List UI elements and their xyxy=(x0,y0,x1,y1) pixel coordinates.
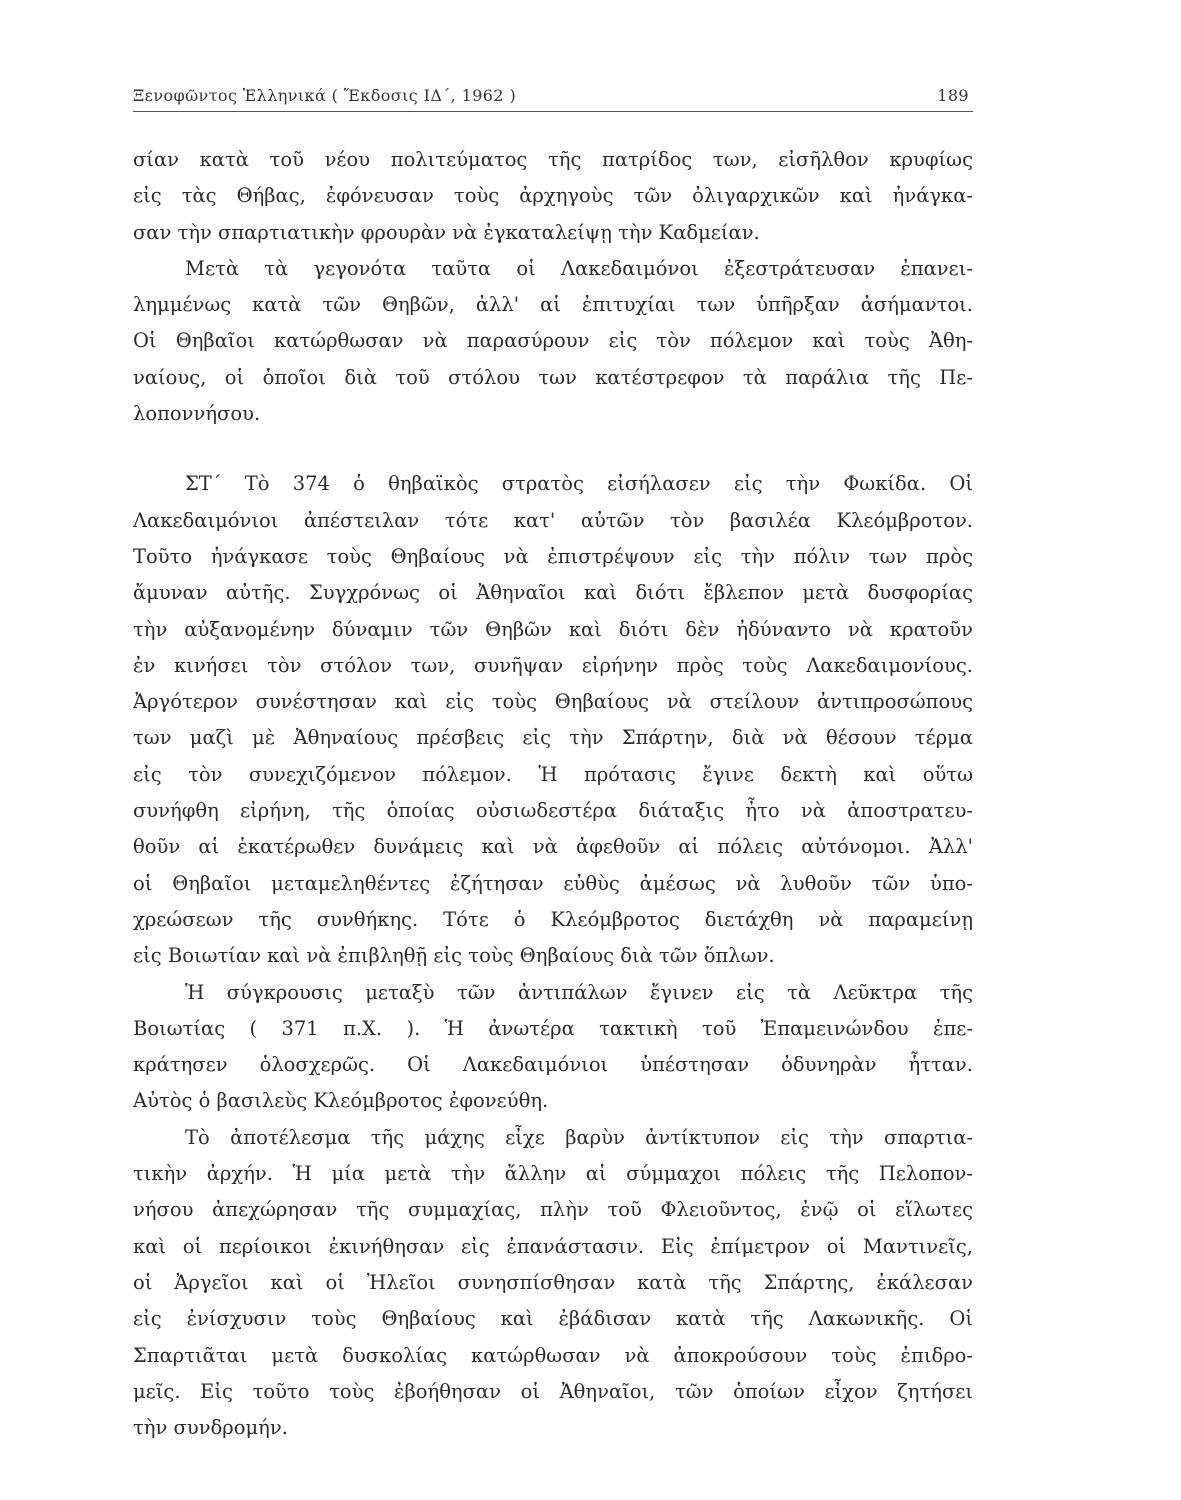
text-line: Βοιωτίας ( 371 π.Χ. ). Ἡ ἀνωτέρα τακτικὴ τοῦ Ἐπαμεινώνδου ἐπε- xyxy=(133,1016,973,1040)
text-line: λοποννήσου. xyxy=(133,402,261,426)
text-line: Μετὰ τὰ γεγονότα ταῦτα οἱ Λακεδαιμόνοι ἐξεστράτευσαν ἐπανει- xyxy=(185,256,973,280)
text-line: οἱ Ἀργεῖοι καὶ οἱ Ἠλεῖοι συνησπίσθησαν κατὰ τῆς Σπάρτης, ἐκάλεσαν xyxy=(133,1270,973,1294)
text-line: Ἡ σύγκρουσις μεταξὺ τῶν ἀντιπάλων ἔγινεν εἰς τὰ Λεῦκτρα τῆς xyxy=(185,980,973,1004)
book-page xyxy=(133,86,978,1446)
text-line: χρεώσεων τῆς συνθήκης. Τότε ὁ Κλεόμβροτος διετάχθη νὰ παραμείνῃ xyxy=(133,907,973,931)
paragraph xyxy=(133,466,978,974)
paragraph xyxy=(133,142,978,251)
text-line: τὴν αὐξανομένην δύναμιν τῶν Θηβῶν καὶ διότι δὲν ἠδύναντο νὰ κρατοῦν xyxy=(133,617,973,641)
text-line: των μαζὶ μὲ Ἀθηναίους πρέσβεις εἰς τὴν Σπάρτην, διὰ νὰ θέσουν τέρμα xyxy=(133,726,973,750)
text-line: εἰς ἐνίσχυσιν τοὺς Θηβαίους καὶ ἐβάδισαν κατὰ τῆς Λακωνικῆς. Οἱ xyxy=(133,1307,973,1331)
text-line: Αὐτὸς ὁ βασιλεὺς Κλεόμβροτος ἐφονεύθη. xyxy=(133,1089,549,1113)
running-head-title: Ξενοφῶντος Ἑλληνικά ( Ἔκδοσις ΙΔ΄, 1962 ) xyxy=(133,86,517,105)
text-line: σίαν κατὰ τοῦ νέου πολιτεύματος τῆς πατρίδος των, εἰσῆλθον κρυφίως xyxy=(133,148,973,171)
text-line: Τοῦτο ἠνάγκασε τοὺς Θηβαίους νὰ ἐπιστρέψουν εἰς τὴν πόλιν των πρὸς xyxy=(133,544,973,568)
text-line: εἰς Βοιωτίαν καὶ νὰ ἐπιβληθῇ εἰς τοὺς Θηβαίους διὰ τῶν ὅπλων. xyxy=(133,944,775,968)
text-line: καὶ οἱ περίοικοι ἐκινήθησαν εἰς ἐπανάστασιν. Εἰς ἐπίμετρον οἱ Μαντινεῖς, xyxy=(133,1234,973,1258)
text-line: Λακεδαιμόνιοι ἀπέστειλαν τότε κατ' αὐτῶν τὸν βασιλέα Κλεόμβροτον. xyxy=(133,508,973,532)
text-line: εἰς τὰς Θήβας, ἐφόνευσαν τοὺς ἀρχηγοὺς τῶν ὀλιγαρχικῶν καὶ ἠνάγκα- xyxy=(133,184,973,208)
running-head xyxy=(133,86,973,112)
page-number: 189 xyxy=(937,86,969,105)
text-line: θοῦν αἱ ἑκατέρωθεν δυνάμεις καὶ νὰ ἀφεθοῦν αἱ πόλεις αὐτόνομοι. Ἀλλ' xyxy=(133,835,973,859)
paragraph xyxy=(133,975,978,1120)
text-line: λημμένως κατὰ τῶν Θηβῶν, ἀλλ' αἱ ἐπιτυχίαι των ὑπῆρξαν ἀσήμαντοι. xyxy=(133,293,973,317)
text-line: κράτησεν ὁλοσχερῶς. Οἱ Λακεδαιμόνιοι ὑπέστησαν ὀδυνηρὰν ἧτταν. xyxy=(133,1053,973,1077)
section-gap xyxy=(133,432,978,466)
text-line: Σπαρτιᾶται μετὰ δυσκολίας κατώρθωσαν νὰ ἀποκρούσουν τοὺς ἐπιδρο- xyxy=(133,1343,973,1367)
text-line: νήσου ἀπεχώρησαν τῆς συμμαχίας, πλὴν τοῦ Φλειοῦντος, ἐνῷ οἱ εἵλωτες xyxy=(133,1198,973,1222)
text-line: μεῖς. Εἰς τοῦτο τοὺς ἐβοήθησαν οἱ Ἀθηναῖοι, τῶν ὁποίων εἶχον ζητήσει xyxy=(133,1379,973,1403)
text-line: Οἱ Θηβαῖοι κατώρθωσαν νὰ παρασύρουν εἰς τὸν πόλεμον καὶ τοὺς Ἀθη- xyxy=(133,329,973,353)
text-line: συνήφθη εἰρήνη, τῆς ὁποίας οὐσιωδεστέρα διάταξις ἦτο νὰ ἀποστρατευ- xyxy=(133,799,973,823)
text-line: Ἀργότερον συνέστησαν καὶ εἰς τοὺς Θηβαίους νὰ στείλουν ἀντιπροσώπους xyxy=(133,690,973,714)
text-line: ἄμυναν αὐτῆς. Συγχρόνως οἱ Ἀθηναῖοι καὶ διότι ἔβλεπον μετὰ δυσφορίας xyxy=(133,581,973,605)
text-line: Τὸ ἀποτέλεσμα τῆς μάχης εἶχε βαρὺν ἀντίκτυπον εἰς τὴν σπαρτια- xyxy=(185,1125,973,1149)
text-line: ἐν κινήσει τὸν στόλον των, συνῆψαν εἰρήνην πρὸς τοὺς Λακεδαιμονίους. xyxy=(133,653,973,677)
text-line: εἰς τὸν συνεχιζόμενον πόλεμον. Ἡ πρότασις ἔγινε δεκτὴ καὶ οὕτω xyxy=(133,762,973,786)
text-line: οἱ Θηβαῖοι μεταμεληθέντες ἐζήτησαν εὐθὺς ἀμέσως νὰ λυθοῦν τῶν ὑπο- xyxy=(133,871,973,895)
text-line: τὴν συνδρομήν. xyxy=(133,1416,288,1440)
paragraph xyxy=(133,251,978,432)
paragraph xyxy=(133,1120,978,1447)
text-line: σαν τὴν σπαρτιατικὴν φρουρὰν νὰ ἐγκαταλείψῃ τὴν Καδμείαν. xyxy=(133,220,760,244)
text-line: τικὴν ἀρχήν. Ἡ μία μετὰ τὴν ἄλλην αἱ σύμμαχοι πόλεις τῆς Πελοπον- xyxy=(133,1162,973,1186)
body-text xyxy=(133,142,978,1446)
text-line: ναίους, οἱ ὁποῖοι διὰ τοῦ στόλου των κατέστρεφον τὰ παράλια τῆς Πε- xyxy=(133,365,973,389)
text-line: ΣΤ΄ Τὸ 374 ὁ θηβαϊκὸς στρατὸς εἰσήλασεν εἰς τὴν Φωκίδα. Οἱ xyxy=(185,472,973,496)
